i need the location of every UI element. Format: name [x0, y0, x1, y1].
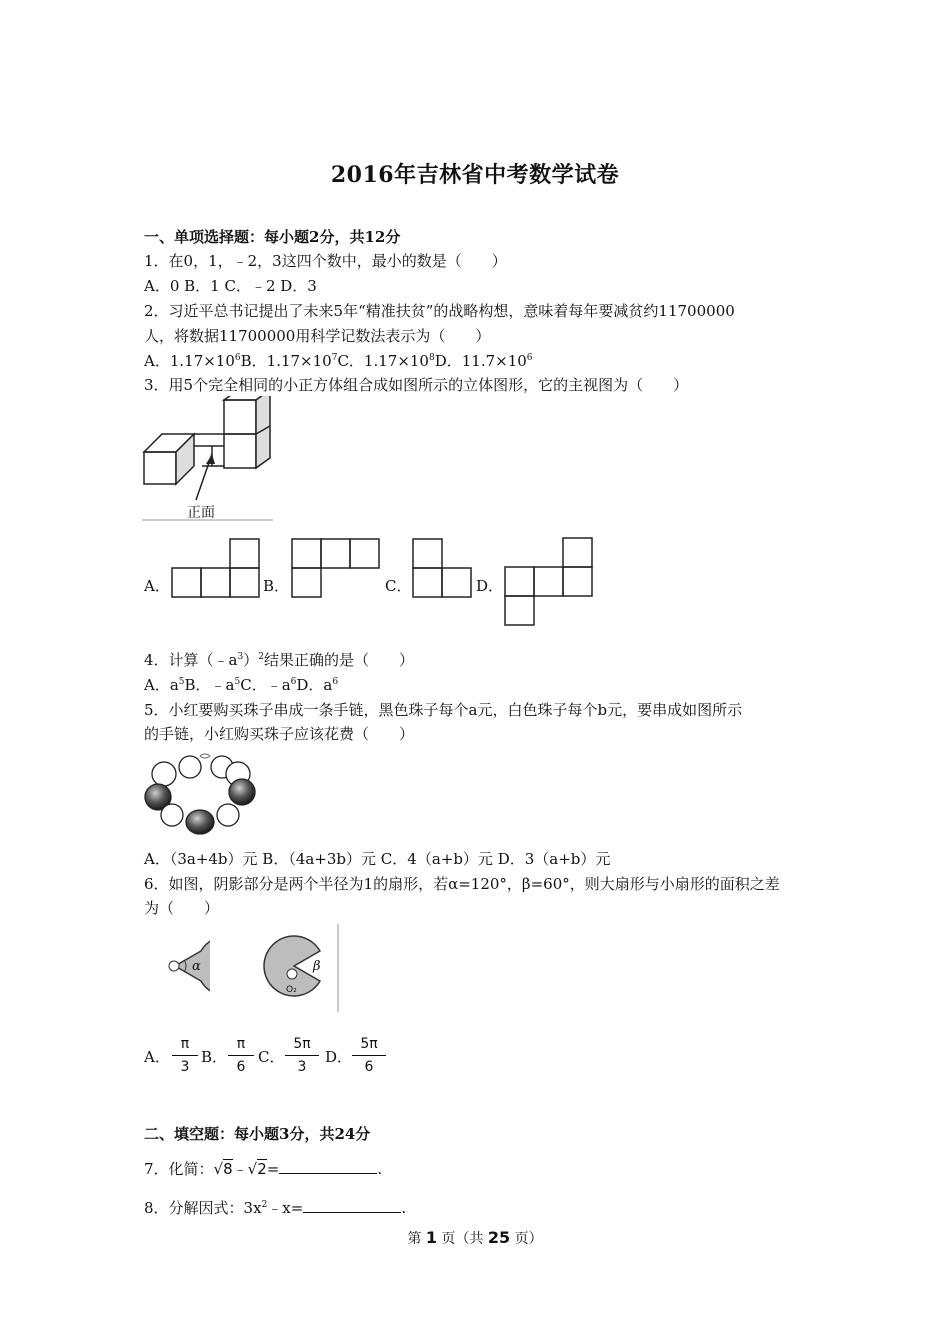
q4-exp-d: 6	[332, 677, 339, 687]
page-footer	[0, 1228, 950, 1248]
q1-text: 1．在0，1，﹣2，3这四个数中，最小的数是（ ）	[144, 252, 507, 270]
q2-option-a: A．1.17×10	[144, 352, 235, 370]
q4-exp-c: 6	[290, 677, 297, 687]
q8-exp: 2	[261, 1200, 268, 1210]
q7-minus: ﹣	[232, 1160, 248, 1178]
q4-option-c: C．﹣a	[240, 676, 291, 694]
q7-answer-blank[interactable]	[279, 1159, 377, 1174]
q4-text-pre: 4．计算（﹣a	[144, 651, 238, 669]
q2-line2: 人，将数据11700000用科学记数法表示为（ ）	[144, 327, 491, 345]
q6-frac-b-den: 6	[236, 1059, 246, 1075]
footer-pre: 第	[407, 1231, 426, 1247]
q6-label-b: B．	[201, 1048, 228, 1066]
q8-post: ﹣x=	[267, 1199, 304, 1217]
q4-text-mid: ）	[243, 651, 259, 669]
q4-exp-outer: 2	[258, 652, 264, 662]
q7-equals: =	[266, 1160, 280, 1178]
q2-option-c: C．1.17×10	[337, 352, 429, 370]
q5-bracelet-figure	[142, 752, 262, 838]
footer-total-pages: 25	[487, 1228, 511, 1247]
q2-line1: 2．习近平总书记提出了未来5年“精准扶贫”的战略构想，意味着每年要减贫约11700000	[144, 302, 735, 320]
q7-line	[144, 1159, 382, 1179]
q7-pre: 7．化简：	[144, 1160, 214, 1178]
q6-alpha-label: α	[192, 959, 201, 974]
q5-line1: 5．小红要购买珠子串成一条手链，黑色珠子每个a元，白色珠子每个b元，要串成如图所示	[144, 701, 743, 719]
q6-label-c: C．	[258, 1048, 285, 1066]
page-title: 2016年吉林省中考数学试卷	[330, 162, 620, 188]
q6-frac-c-den: 3	[297, 1059, 307, 1075]
q6-frac-d-num: 5π	[360, 1036, 378, 1052]
q2-options	[144, 351, 533, 371]
q6-line1: 6．如图，阴影部分是两个半径为1的扇形，若α=120°，β=60°，则大扇形与小扇形的面积之差	[144, 875, 780, 893]
q8-answer-blank[interactable]	[303, 1198, 401, 1213]
q2-exp-d: 6	[526, 353, 533, 363]
q4-text	[144, 650, 414, 670]
q4-options	[144, 675, 338, 695]
q3-option-c-figure	[410, 536, 474, 600]
q3-option-a-figure	[170, 536, 262, 600]
q7-end: .	[377, 1160, 383, 1178]
q6-fraction-b	[228, 1035, 254, 1076]
q3-label-d: D．	[476, 577, 504, 595]
q2-exp-c: 8	[428, 353, 435, 363]
q6-o2-label: O₂	[286, 985, 297, 995]
q6-frac-a-bar	[172, 1055, 198, 1056]
q4-exp-a: 5	[178, 677, 185, 687]
q6-frac-b-bar	[228, 1055, 254, 1056]
footer-page-number: 1	[425, 1228, 437, 1247]
q2-option-b: B．1.17×10	[240, 352, 332, 370]
q3-label-c: C．	[385, 577, 412, 595]
q4-exp-b: 5	[234, 677, 241, 687]
section1-heading: 一、单项选择题：每小题2分，共12分	[144, 228, 401, 246]
q6-line2: 为（ ）	[144, 899, 220, 917]
q6-fraction-a	[172, 1035, 198, 1076]
q8-end: .	[401, 1199, 407, 1217]
q7-radical-sign-1: √	[213, 1160, 224, 1178]
section2-heading: 二、填空题：每小题3分，共24分	[144, 1125, 371, 1143]
q5-options: A．（3a+4b）元 B．（4a+3b）元 C．4（a+b）元 D．3（a+b）元	[144, 850, 611, 868]
q7-radical-sign-2: √	[247, 1160, 258, 1178]
q6-fraction-c	[285, 1035, 319, 1076]
q1-options: A．0 B．1 C．﹣2 D．3	[144, 277, 317, 295]
q8-pre: 8．分解因式：3x	[144, 1199, 262, 1217]
q2-exp-b: 7	[331, 353, 338, 363]
q6-frac-c-num: 5π	[293, 1036, 311, 1052]
q7-radicand-1: 8	[223, 1160, 233, 1178]
q3-label-b: B．	[263, 577, 290, 595]
q6-beta-label: β	[313, 959, 321, 974]
q6-frac-a-den: 3	[180, 1059, 190, 1075]
q4-text-post: 结果正确的是（ ）	[263, 651, 414, 669]
q3-option-b-figure	[289, 536, 381, 600]
q6-sector-alpha-figure	[140, 922, 210, 1014]
q4-option-a: A．a	[144, 676, 179, 694]
q6-frac-a-num: π	[180, 1036, 190, 1052]
q6-label-a: A．	[144, 1048, 170, 1066]
q7-radicand-2: 2	[257, 1160, 267, 1178]
q3-label-a: A．	[144, 577, 170, 595]
footer-post: 页）	[510, 1231, 543, 1247]
q6-label-d: D．	[325, 1048, 353, 1066]
footer-mid: 页（共	[436, 1231, 488, 1247]
q5-line2: 的手链，小红购买珠子应该花费（ ）	[144, 725, 415, 743]
q3-cube-figure	[142, 396, 277, 524]
q3-front-label: 正面	[187, 505, 215, 521]
q6-frac-d-den: 6	[364, 1059, 374, 1075]
q6-sector-beta-figure	[256, 922, 342, 1014]
q4-option-d: D．a	[296, 676, 333, 694]
q2-exp-a: 6	[234, 353, 241, 363]
q4-option-b: B．﹣a	[184, 676, 235, 694]
q3-option-d-figure	[501, 536, 595, 630]
q6-frac-d-bar	[352, 1055, 386, 1056]
q6-frac-c-bar	[285, 1055, 319, 1056]
q8-line	[144, 1198, 406, 1218]
q2-option-d: D．11.7×10	[434, 352, 527, 370]
q3-text: 3．用5个完全相同的小正方体组合成如图所示的立体图形，它的主视图为（ ）	[144, 376, 689, 394]
q4-exp-inner: 3	[237, 652, 244, 662]
q6-fraction-d	[352, 1035, 386, 1076]
q6-frac-b-num: π	[236, 1036, 246, 1052]
